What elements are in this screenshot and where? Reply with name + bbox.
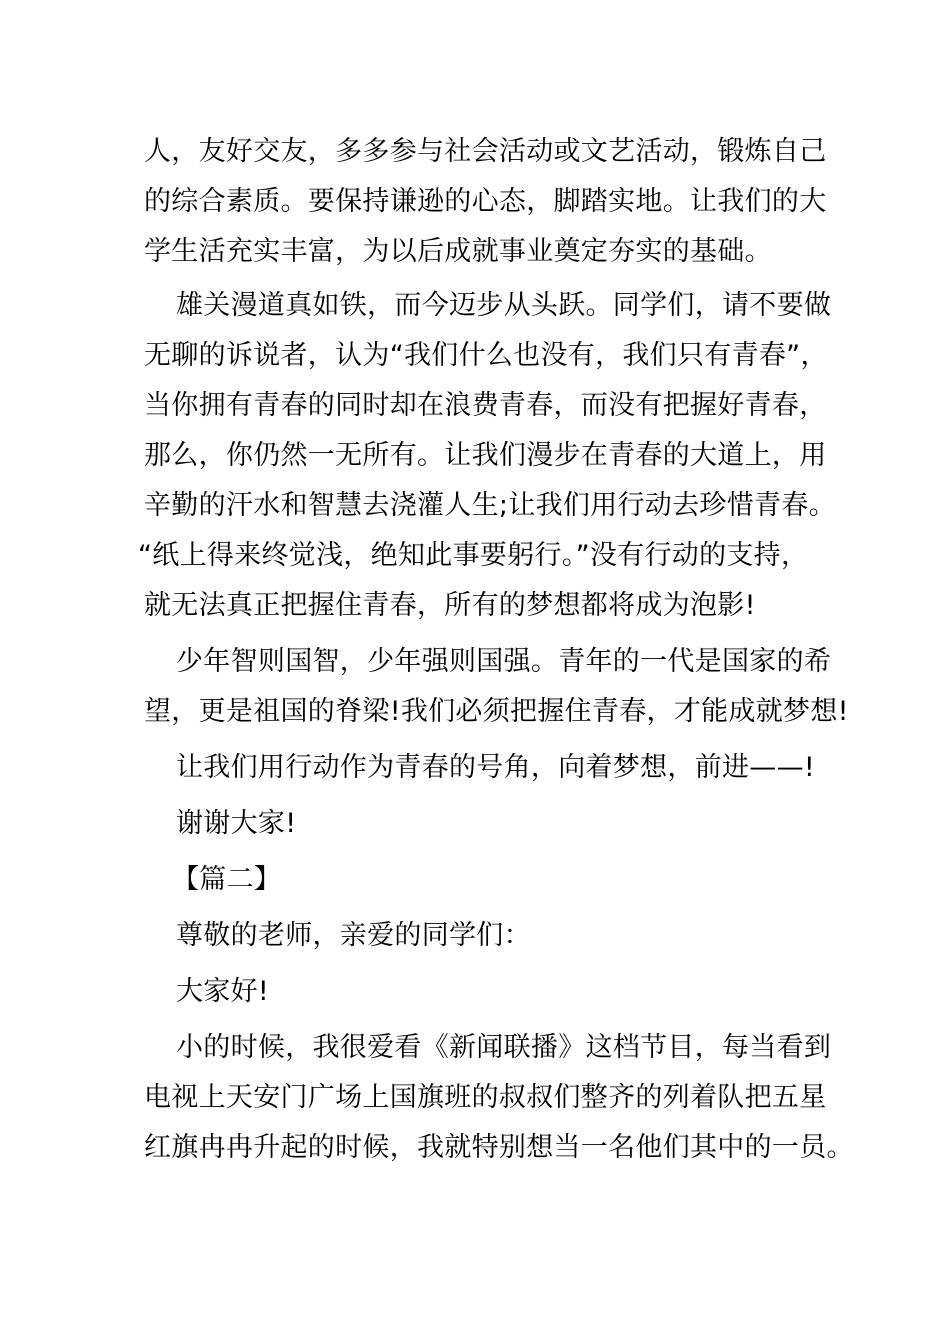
text-line: 大家好! bbox=[176, 976, 270, 1007]
text-line: 谢谢大家! bbox=[176, 808, 297, 839]
text-line: 望，更是祖国的脊梁!我们必须把握住青春，才能成就梦想! bbox=[144, 696, 849, 727]
text-line: 无聊的诉说者，认为“我们什么也没有，我们只有青春”， bbox=[144, 340, 828, 371]
text-line: 电视上天安门广场上国旗班的叔叔们整齐的列着队把五星 bbox=[144, 1082, 827, 1113]
text-line: 就无法真正把握住青春，所有的梦想都将成为泡影! bbox=[144, 590, 756, 621]
text-line: 的综合素质。要保持谦逊的心态，脚踏实地。让我们的大 bbox=[144, 186, 827, 217]
text-line: 让我们用行动作为青春的号角，向着梦想，前进——! bbox=[176, 752, 816, 783]
text-line: 那么，你仍然一无所有。让我们漫步在青春的大道上，用 bbox=[144, 440, 827, 471]
text-line: 辛勤的汗水和智慧去浇灌人生;让我们用行动去珍惜青春。 bbox=[144, 490, 836, 521]
text-line: 人，友好交友，多多参与社会活动或文艺活动，锻炼自己 bbox=[144, 136, 827, 167]
text-line: 雄关漫道真如铁，而今迈步从头跃。同学们，请不要做 bbox=[176, 290, 832, 321]
text-line: 少年智则国智，少年强则国强。青年的一代是国家的希 bbox=[176, 646, 832, 677]
text-line: 学生活充实丰富，为以后成就事业奠定夯实的基础。 bbox=[144, 236, 772, 267]
text-line: 尊敬的老师，亲爱的同学们： bbox=[176, 920, 531, 951]
section-heading: 【篇二】 bbox=[172, 864, 282, 895]
text-line: 小的时候，我很爱看《新闻联播》这档节目，每当看到 bbox=[176, 1032, 832, 1063]
text-line: 红旗冉冉升起的时候，我就特别想当一名他们其中的一员。 bbox=[144, 1132, 854, 1163]
text-line: “纸上得来终觉浅，绝知此事要躬行。”没有行动的支持， bbox=[138, 540, 809, 571]
text-line: 当你拥有青春的同时却在浪费青春，而没有把握好青春， bbox=[144, 390, 827, 421]
